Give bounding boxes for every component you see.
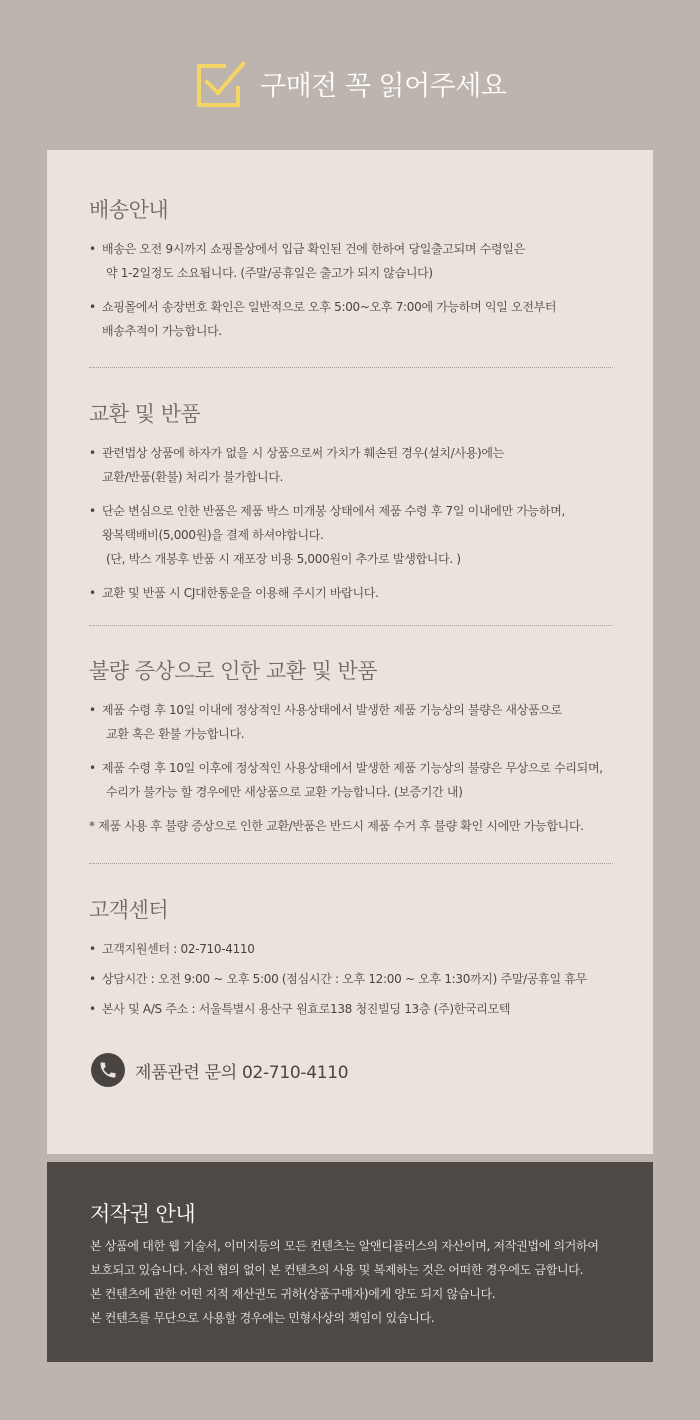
exchange-section — [89, 398, 617, 615]
phone-icon — [91, 1053, 125, 1087]
defect-section — [89, 655, 617, 848]
item-line: 교환/반품(환불) 처리가 불가합니다. — [102, 470, 284, 484]
contact-info — [91, 1053, 348, 1087]
list-item — [89, 698, 617, 746]
page-title: 구매전 꼭 읽어주세요 — [260, 71, 507, 102]
item-line: • 배송은 오전 9시까지 쇼핑몰상에서 입금 확인된 건에 한하여 당일출고되며 수령일은 — [102, 242, 525, 256]
copyright-line: 본 컨텐츠에 관한 어떤 지적 재산권도 귀하(상품구매자)에게 양도 되지 않습니다. — [90, 1287, 496, 1301]
divider — [89, 863, 613, 864]
copyright-line: 본 상품에 대한 웹 기술서, 이미지등의 모든 컨텐츠는 알앤디플러스의 자산이며, 저작권법에 의거하여 — [90, 1239, 599, 1253]
item-line: 약 1-2일정도 소요됩니다. (주말/공휴일은 출고가 되지 않습니다) — [106, 266, 433, 280]
list-item — [89, 237, 617, 285]
list-item: • 본사 및 A/S 주소 : 서울특별시 용산구 원효로138 청진빌딩 13층 (주)한국리모텍 — [89, 997, 617, 1021]
item-line: • 제품 수령 후 10일 이내에 정상적인 사용상태에서 발생한 제품 기능상의 불량은 새상품으로 — [102, 703, 562, 717]
list-item — [89, 756, 617, 804]
copyright-title: 저작권 안내 — [90, 1202, 196, 1226]
item-line: 교환 혹은 환불 가능합니다. — [106, 727, 245, 741]
copyright-line: 보호되고 있습니다. 사전 협의 없이 본 컨텐츠의 사용 및 복제하는 것은 어떠한 경우에도 금합니다. — [90, 1263, 584, 1277]
checkbox-check-icon — [196, 60, 246, 108]
item-line: • 관련법상 상품에 하자가 없을 시 상품으로써 가치가 훼손된 경우(설치/사용)에는 — [102, 446, 504, 460]
item-line: (단, 박스 개봉후 반품 시 재포장 비용 5,000원이 추가로 발생합니다. ) — [106, 552, 461, 566]
item-line: • 쇼핑몰에서 송장번호 확인은 일반적으로 오후 5:00~오후 7:00에 가능하며 익일 오전부터 — [102, 300, 557, 314]
item-line: 배송추적이 가능합니다. — [102, 324, 222, 338]
list-item — [89, 581, 617, 605]
copyright-body — [90, 1234, 630, 1330]
page-header — [0, 0, 700, 150]
delivery-section — [89, 194, 617, 353]
contact-phone-text: 제품관련 문의 02-710-4110 — [135, 1062, 349, 1083]
list-item: • 고객지원센터 : 02-710-4110 — [89, 937, 617, 961]
section-title: 불량 증상으로 인한 교환 및 반품 — [89, 659, 378, 683]
list-item — [89, 499, 617, 571]
copyright-panel — [47, 1162, 653, 1362]
list-item — [89, 295, 617, 343]
list-item: • 상담시간 : 오전 9:00 ~ 오후 5:00 (점심시간 : 오후 12:00 ~ 오후 1:30까지) 주말/공휴일 휴무 — [89, 967, 617, 991]
section-title: 교환 및 반품 — [89, 402, 201, 426]
section-title: 배송안내 — [89, 198, 169, 222]
customer-section — [89, 894, 617, 1027]
section-title: 고객센터 — [89, 898, 169, 922]
copyright-line: 본 컨텐츠를 무단으로 사용할 경우에는 민형사상의 책임이 있습니다. — [90, 1311, 435, 1325]
item-line: 왕복택배비(5,000원)을 결제 하셔야합니다. — [102, 528, 324, 542]
divider — [89, 367, 613, 368]
notice-panel — [47, 150, 653, 1154]
item-line: 수리가 불가능 할 경우에만 새상품으로 교환 가능합니다. (보증기간 내) — [106, 785, 463, 799]
divider — [89, 625, 613, 626]
item-line: • 단순 변심으로 인한 반품은 제품 박스 미개봉 상태에서 제품 수령 후 7일 이내에만 가능하며, — [102, 504, 566, 518]
item-line: • 제품 수령 후 10일 이후에 정상적인 사용상태에서 발생한 제품 기능상의 불량은 무상으로 수리되며, — [102, 761, 603, 775]
note-text: * 제품 사용 후 불량 증상으로 인한 교환/반품은 반드시 제품 수거 후 불량 확인 시에만 가능합니다. — [89, 819, 584, 833]
item-line: • 교환 및 반품 시 CJ대한통운을 이용해 주시기 바랍니다. — [102, 586, 379, 600]
list-item — [89, 441, 617, 489]
